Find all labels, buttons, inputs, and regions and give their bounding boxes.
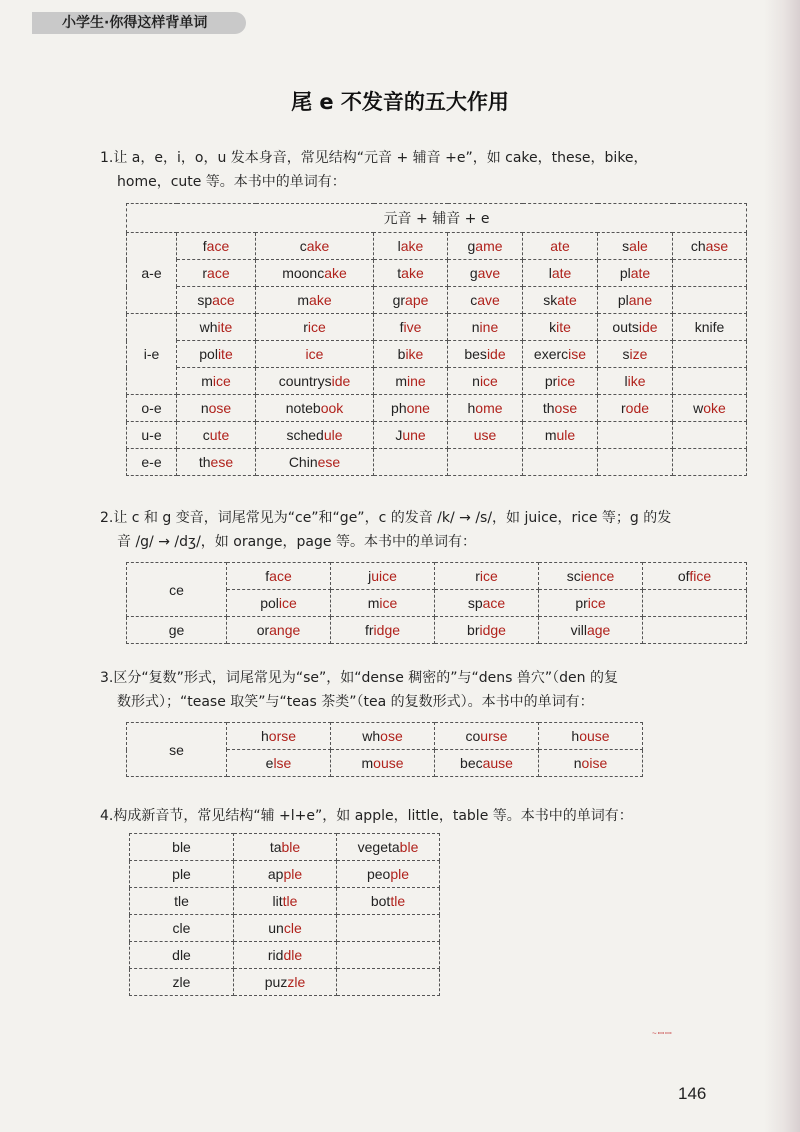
word-cell [177, 341, 256, 368]
row-label: dle [130, 942, 234, 969]
se-table [126, 722, 643, 777]
word-cell [177, 260, 256, 287]
table-row [127, 563, 747, 590]
word-text: race [202, 265, 230, 281]
word-cell [643, 563, 747, 590]
word-cell [523, 422, 598, 449]
word-cell [448, 233, 523, 260]
table-row [127, 260, 747, 287]
word-text: horse [260, 728, 297, 744]
word-text: table [269, 839, 301, 855]
section-1-text [100, 146, 648, 194]
word-text: ice [305, 346, 324, 362]
word-cell [337, 834, 440, 861]
word-cell [374, 395, 448, 422]
word-cell [337, 915, 440, 942]
table-row [127, 723, 643, 750]
word-text: notebook [285, 400, 344, 416]
word-cell [256, 233, 374, 260]
word-text: grape [392, 292, 429, 308]
word-text: face [202, 238, 230, 254]
word-cell [673, 368, 747, 395]
word-text: nose [200, 400, 232, 416]
word-text: gave [469, 265, 501, 281]
word-cell [598, 260, 673, 287]
word-cell [256, 314, 374, 341]
word-cell [331, 563, 435, 590]
word-text: science [566, 568, 615, 584]
word-cell [598, 395, 673, 422]
word-text: polite [199, 346, 233, 362]
section-3-text [100, 666, 618, 714]
header-label: 小学生·你得这样背单词 [62, 15, 208, 31]
word-cell [331, 617, 435, 644]
word-text: noise [573, 755, 608, 771]
word-cell [337, 888, 440, 915]
section-2-text [100, 506, 671, 554]
page-edge [764, 0, 800, 1132]
section-4-text [100, 804, 633, 828]
word-text: little [272, 893, 298, 909]
word-cell [673, 314, 747, 341]
word-text: puzzle [264, 974, 306, 990]
row-label: se [127, 723, 227, 777]
word-cell [177, 233, 256, 260]
word-text: knife [694, 319, 725, 335]
word-text: late [548, 265, 572, 281]
header-tab [32, 12, 246, 34]
word-text: woke [693, 400, 726, 416]
word-text: else [265, 755, 292, 771]
word-text: apple [267, 866, 303, 882]
table-row [130, 915, 440, 942]
word-text: phone [391, 400, 430, 416]
word-text: these [198, 454, 234, 470]
word-text: June [395, 427, 426, 443]
word-cell [539, 590, 643, 617]
word-text: orange [256, 622, 301, 638]
word-text: because [460, 755, 513, 771]
word-text: those [542, 400, 578, 416]
word-cell [234, 888, 337, 915]
word-cell [523, 260, 598, 287]
word-text: fridge [364, 622, 401, 638]
word-cell [598, 368, 673, 395]
word-text: uncle [268, 920, 302, 936]
word-cell [227, 723, 331, 750]
word-text: mice [201, 373, 231, 389]
word-cell [374, 368, 448, 395]
word-cell [177, 368, 256, 395]
word-cell [337, 861, 440, 888]
word-text: mouse [361, 755, 404, 771]
table-row [127, 368, 747, 395]
table-row [127, 233, 747, 260]
word-cell [523, 287, 598, 314]
word-text: take [397, 265, 424, 281]
word-cell [177, 287, 256, 314]
section-1-line-2: home，cute 等。本书中的单词有： [117, 174, 346, 190]
table-row [127, 341, 747, 368]
word-cell [539, 723, 643, 750]
word-text: countryside [278, 373, 351, 389]
row-label: ple [130, 861, 234, 888]
row-label: ble [130, 834, 234, 861]
word-text: chase [690, 238, 729, 254]
row-label: i-e [127, 314, 177, 395]
row-label: a-e [127, 233, 177, 314]
row-label: ge [127, 617, 227, 644]
word-cell [673, 233, 747, 260]
word-text: riddle [267, 947, 303, 963]
word-cell [256, 287, 374, 314]
page-number: 146 [678, 1084, 707, 1103]
word-cell [448, 341, 523, 368]
word-cell [374, 260, 448, 287]
word-text: white [199, 319, 233, 335]
word-cell [448, 314, 523, 341]
word-text: bike [397, 346, 424, 362]
word-text: people [366, 866, 410, 882]
word-cell [374, 233, 448, 260]
word-cell [337, 969, 440, 996]
word-cell [234, 861, 337, 888]
word-cell [234, 942, 337, 969]
word-cell [331, 750, 435, 777]
word-text: outside [612, 319, 658, 335]
word-cell [598, 314, 673, 341]
word-cell [177, 422, 256, 449]
word-cell [523, 449, 598, 476]
section-3-line-1: 3.区分“复数”形式，词尾常见为“se”，如“dense 稠密的”与“dens 兽穴”（den 的复 [100, 670, 618, 686]
word-text: exercise [533, 346, 587, 362]
word-cell [448, 422, 523, 449]
word-cell [435, 563, 539, 590]
decorative-mark: ~ꟷꟷ [652, 1029, 673, 1038]
word-text: course [465, 728, 508, 744]
word-text: make [297, 292, 332, 308]
word-text: price [575, 595, 606, 611]
word-text: mine [395, 373, 426, 389]
word-cell [448, 287, 523, 314]
word-cell [374, 341, 448, 368]
word-cell [256, 395, 374, 422]
row-label: e-e [127, 449, 177, 476]
word-text: ate [550, 238, 570, 254]
word-cell [256, 449, 374, 476]
word-cell [256, 341, 374, 368]
word-cell [523, 341, 598, 368]
syllable-table [129, 833, 440, 996]
word-cell [448, 260, 523, 287]
section-3-line-2: 数形式）；“tease 取笑”与“teas 茶类”（tea 的复数形式）。本书中的单词有： [117, 694, 594, 710]
section-4-line-1: 4.构成新音节，常见结构“辅 +l+e”，如 apple，little，table 等。本书中的单词有： [100, 808, 633, 824]
row-label: u-e [127, 422, 177, 449]
word-cell [673, 449, 747, 476]
word-text: nine [471, 319, 499, 335]
word-text: five [399, 319, 422, 335]
table-row [130, 861, 440, 888]
word-text: house [571, 728, 610, 744]
word-text: mule [544, 427, 576, 443]
word-text: nice [472, 373, 498, 389]
word-cell [234, 834, 337, 861]
table-row [127, 449, 747, 476]
word-cell [374, 314, 448, 341]
table-row [130, 888, 440, 915]
word-text: like [624, 373, 646, 389]
word-cell [598, 449, 673, 476]
table-header: 元音 + 辅音 + e [127, 204, 747, 233]
word-text: space [467, 595, 506, 611]
word-cell [177, 314, 256, 341]
word-cell [227, 750, 331, 777]
word-cell [673, 395, 747, 422]
word-cell [539, 617, 643, 644]
word-cell [539, 563, 643, 590]
word-text: plate [619, 265, 651, 281]
word-cell [256, 260, 374, 287]
vowel-table [126, 203, 747, 476]
word-text: use [473, 427, 497, 443]
word-cell [435, 723, 539, 750]
word-text: price [544, 373, 576, 389]
word-cell [337, 942, 440, 969]
word-cell [177, 395, 256, 422]
word-cell [256, 422, 374, 449]
word-cell [643, 617, 747, 644]
word-cell [673, 341, 747, 368]
word-cell [374, 449, 448, 476]
word-text: police [260, 595, 297, 611]
word-cell [331, 723, 435, 750]
word-text: space [197, 292, 235, 308]
row-label: tle [130, 888, 234, 915]
word-text: plane [617, 292, 653, 308]
word-cell [523, 395, 598, 422]
word-cell [523, 233, 598, 260]
word-cell [673, 422, 747, 449]
word-cell [331, 590, 435, 617]
word-text: juice [368, 568, 397, 584]
word-cell [523, 368, 598, 395]
word-cell [435, 590, 539, 617]
table-row [130, 969, 440, 996]
word-text: village [570, 622, 611, 638]
word-cell [673, 260, 747, 287]
word-cell [448, 449, 523, 476]
table-row [130, 942, 440, 969]
row-label: ce [127, 563, 227, 617]
word-cell [448, 395, 523, 422]
word-text: whose [362, 728, 403, 744]
word-cell [598, 341, 673, 368]
word-text: rice [475, 568, 498, 584]
word-text: size [622, 346, 648, 362]
word-text: game [467, 238, 503, 254]
word-cell [227, 590, 331, 617]
table-row [127, 287, 747, 314]
word-text: schedule [286, 427, 343, 443]
word-cell [598, 422, 673, 449]
word-cell [643, 590, 747, 617]
ce-ge-table [126, 562, 747, 644]
section-2-line-1: 2.让 c 和 g 变音，词尾常见为“ce”和“ge”，c 的发音 /k/ → /s/，如 juice，rice 等；g 的发 [100, 510, 672, 526]
word-cell [448, 368, 523, 395]
word-text: office [677, 568, 712, 584]
word-text: skate [543, 292, 577, 308]
word-text: vegetable [357, 839, 419, 855]
word-text: cute [202, 427, 230, 443]
word-text: face [265, 568, 292, 584]
table-row [127, 617, 747, 644]
word-cell [177, 449, 256, 476]
word-cell [234, 969, 337, 996]
word-cell [374, 287, 448, 314]
word-cell [234, 915, 337, 942]
word-text: mooncake [282, 265, 347, 281]
word-cell [374, 422, 448, 449]
row-label: o-e [127, 395, 177, 422]
word-cell [435, 617, 539, 644]
word-text: mice [367, 595, 398, 611]
word-text: bottle [370, 893, 406, 909]
word-cell [539, 750, 643, 777]
word-cell [227, 617, 331, 644]
section-2-line-2: 音 /g/ → /dʒ/，如 orange，page 等。本书中的单词有： [117, 534, 476, 550]
word-text: home [467, 400, 503, 416]
word-cell [227, 563, 331, 590]
word-text: kite [549, 319, 571, 335]
word-text: rice [303, 319, 326, 335]
word-cell [598, 287, 673, 314]
word-text: lake [397, 238, 424, 254]
word-text: cave [470, 292, 500, 308]
word-cell [256, 368, 374, 395]
table-row [130, 834, 440, 861]
word-text: sale [622, 238, 648, 254]
row-label: cle [130, 915, 234, 942]
word-cell [673, 287, 747, 314]
word-cell [523, 314, 598, 341]
section-1-line-1: 1.让 a，e，i，o，u 发本身音，常见结构“元音 + 辅音 +e”，如 cake，these，bike， [100, 150, 648, 166]
row-label: zle [130, 969, 234, 996]
word-cell [435, 750, 539, 777]
word-text: rode [620, 400, 650, 416]
table-row [127, 314, 747, 341]
word-text: bridge [467, 622, 506, 638]
table-row [127, 422, 747, 449]
word-text: Chinese [288, 454, 341, 470]
page-title: 尾 e 不发音的五大作用 [291, 90, 509, 114]
word-cell [598, 233, 673, 260]
word-text: cake [299, 238, 330, 254]
word-text: beside [464, 346, 506, 362]
table-row [127, 395, 747, 422]
